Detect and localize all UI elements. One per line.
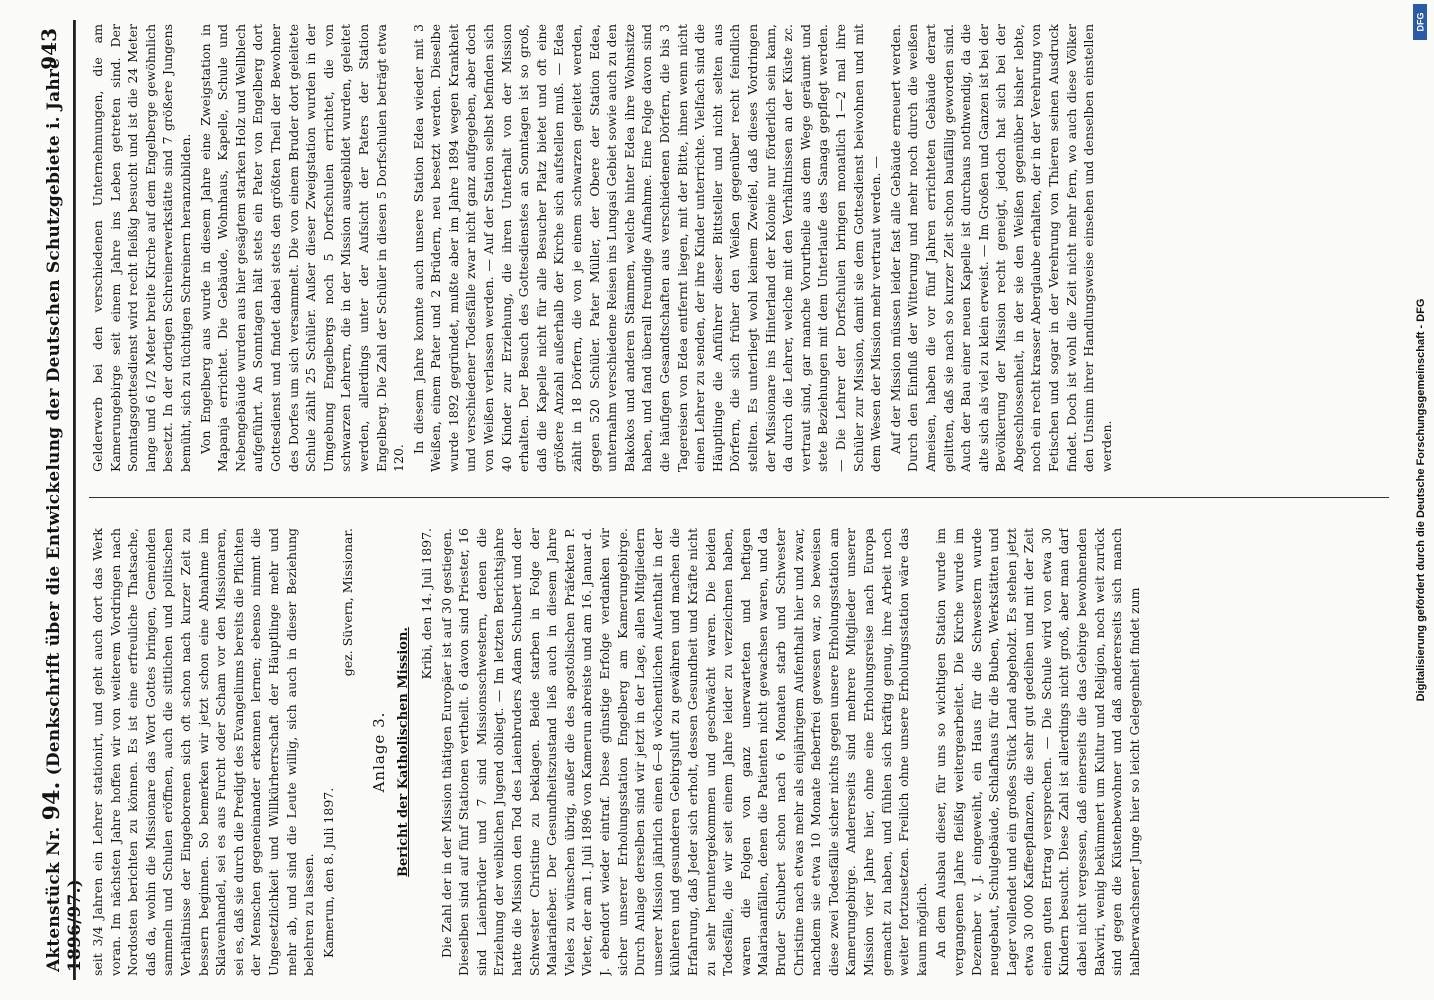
header-rule [75, 20, 76, 980]
dfg-logo-text: DFG [1415, 12, 1425, 32]
appendix-heading: Anlage 3. [369, 711, 388, 793]
paragraph: Die Zahl der in der Mission thätigen Europäer ist auf 30 gestiegen. Dieselben sind auf fünf Stationen vertheilt. 6 davon sind Priester, 16 sind Laienbrüder und 7 sind Missionsschwestern, denen die Erziehung der weiblichen Jugend obliegt. — Im letzten Berichtsjahre hatte die Mission den Tod des Laienbruders Adam Schubert und der Schwester Christine zu beklagen. Beide starben in Folge der Malariafieber. Der Gesundheitszustand ließ auch in diesem Jahre Vieles zu wünschen übrig, außer die des apostolischen Präfekten P. Vieter, der am 1. Juli 1896 von Kamerun abreiste und am 16. Januar d. J. ebendort wieder eintraf. Diese günstige Erfolge verdanken wir sicher unserer Erholungsstation Engelberg am Kamerungebirge. Durch Anlage derselben sind wir jetzt in der Lage, allen Mitgliedern unserer Mission jährlich einen 6—8 wöchentlichen Aufenthalt in der kühleren und gesunderen Gebirgsluft zu gewähren und machen die Erfahrung, daß Jeder sich erholt, dessen Gesundheit und Kräfte nicht zu sehr heruntergekommen und geschwächt waren. Die beiden Todesfälle, die wir seit einem Jahre leider zu verzeichnen haben, waren die Folgen von ganz unerwarteten und heftigen Malariaanfällen, denen die Patienten nicht gewachsen waren, und da Bruder Schubert schon nach 6 Monaten starb und Schwester Christine nach etwas mehr als einjährigem Aufenthalt hier und zwar, nachdem sie etwa 10 Monate fieberfrei gewesen war, so beweisen diese zwei Todesfälle sicher nichts gegen unsere Erholungsstation am Kamerungebirge. Andererseits sind mehrere Mitglieder unserer Mission vier Jahre hier, ohne eine Erholungsreise nach Europa gemacht zu haben, und fühlen sich kräftig genug, ihre Arbeit noch weiter fortzusetzen. Freilich ohne unsere Erholungsstation wäre das kaum möglich. [438, 528, 929, 976]
report-place-date: Kribi, den 14. Juli 1897. [419, 528, 435, 680]
rotated-document [17, 20, 1417, 980]
credit-text: Digitalisierung gefördert durch die Deutsche Forschungsgemeinschaft - DFG [1415, 298, 1427, 702]
header-title [39, 20, 85, 972]
report-title: Bericht der Katholischen Mission. [395, 627, 411, 877]
paragraph: seit 3/4 Jahren ein Lehrer stationirt, und geht auch dort das Werk voran. Im nächsten Jahre hoffen wir von weiterem Vordringen nach Nordosten berichten zu können. Es ist eine erfreuliche Thatsache, daß da, wohin die Missionare das Wort Gottes bringen, Gemeinden sammeln und Schulen eröffnen, auch die sittlichen und politischen Verhältnisse der Eingeborenen sich oft schon nach kurzer Zeit zu bessern beginnen. So bemerken wir jetzt schon eine Abnahme im Sklavenhandel, sei es aus Furcht oder Scham vor den Missionaren, sei es, daß sie durch die Predigt des Evangeliums bereits die Pflichten der Menschen gegeneinander erkennen lernen; ebenso nimmt die Ungesetzlichkeit und Willkürherrschaft der Häuptlinge mehr und mehr ab, und sind die Leute willig, sich auch in dieser Beziehung belehren zu lassen. [90, 528, 317, 976]
paragraph: An dem Ausbau dieser, für uns so wichtigen Station wurde im vergangenen Jahre fleißig weitergearbeitet. Die Kirche wurde im Dezember v. J. eingeweiht, ein Haus für die Schwestern wurde neugebaut, Schulgebäude, Schlafhaus für die Buben, Werkstätten und Lager vollendet und ein großes Stück Land abgeholzt. Es stehen jetzt etwa 30 000 Kaffeepflanzen, die sehr gut gedeihen und mit der Zeit einen guten Ertrag versprechen. — Die Schule wird von etwa 30 Kindern besucht. Diese Zahl ist allerdings nicht groß, aber man darf dabei nicht vergessen, daß einerseits die das Gebirge bewohnenden Bakwiri, wenig bekümmert um Kultur und Religion, noch weit zurück sind gegen die Küstenbewohner und daß andererseits sich manch halberwachsener Junge hier so leicht Gelegenheit findet zum [933, 528, 1142, 976]
header-number: 94. [39, 781, 65, 821]
paragraph: Gelderwerb bei den verschiedenen Unternehmungen, die am Kamerungebirge seit einem Jahre ins Leben getreten sind. Der Sonntagsgottesdienst wird recht fleißig besucht und ist die 24 Meter lange und 6 1/2 Meter breite Kirche auf dem Engelberge gewöhnlich besetzt. In der dortigen Schreinerwerkstätte sind 7 größere Jungens bemüht, sich zu tüchtigen Schreinern heranzubilden. [90, 24, 193, 472]
page-number: 943 [37, 28, 61, 70]
letter-date: Kamerun, den 8. Juli 1897. [320, 787, 336, 958]
page-header [29, 20, 85, 980]
digitization-credit [1410, 10, 1432, 990]
left-column [89, 528, 1399, 976]
paragraph: Von Engelberg aus wurde in diesem Jahre eine Zweigstation in Mapanja errichtet. Die Gebäude, Wohnhaus, Kapelle, Schule und Nebengebäude wurden aus hier gesägtem starken Holz und Wellblech aufgeführt. An Sonntagen hält stets ein Pater von Engelberg dort Gottesdienst und findet dabei stets den größten Theil der Bewohner des Dorfes um sich versammelt. Die von einem Bruder dort geleitete Schule zählt 25 Schüler. Außer dieser Zweigstation wurden in der Umgebung Engelbergs noch 5 Dorfschulen errichtet, die von schwarzen Lehrern, die in der Mission ausgebildet wurden, geleitet werden, allerdings unter der Aufsicht der Paters der Station Engelberg. Die Zahl der Schüler in diesen 5 Dorfschulen beträgt etwa 120. [197, 24, 407, 472]
header-subtitle: (Denkschrift über die Entwickelung der Deutschen Schutzgebiete i. Jahre 1896/97.) [44, 57, 85, 972]
header-prefix: Aktenstück Nr. [44, 826, 64, 972]
paragraph: Auf der Mission müssen leider fast alle Gebäude erneuert werden. Durch den Einfluß der Witterung und mehr noch durch die weißen Ameisen, haben die vor fünf Jahren errichteten Gebäude derart gelitten, daß sie nach so kurzer Zeit schon baufällig geworden sind. Auch der Bau einer neuen Kapelle ist durchaus nothwendig, da die alte sich als viel zu klein erweist. — Im Großen und Ganzen ist bei der Bevölkerung der Mission recht geneigt, jedoch hat sich bei der Abgeschlossenheit, in der sie den Weißen gegenüber bisher lebte, noch ein recht krasser Aberglaube erhalten, der in der Verehrung von Fetischen und sogar in der Verehrung von Thieren seinen Ausdruck findet. Doch ist wohl die Zeit nicht mehr fern, wo auch diese Völker den Unsinn ihrer Handlungsweise einsehen und denselben einstellen werden. [887, 24, 1114, 472]
paragraph: In diesem Jahre konnte auch unsere Station Edea wieder mit 3 Weißen, einem Pater und 2 Brüdern, neu besetzt werden. Dieselbe wurde 1892 gegründet, mußte aber im Jahre 1894 wegen Krankheit und verschiedener Todesfälle zwar nicht ganz aufgegeben, aber doch von Weißen verlassen werden. — Auf der Station selbst befinden sich 40 Kinder zur Erziehung, die ihren Unterhalt von der Mission erhalten. Der Besuch des Gottesdienstes an Sonntagen ist so groß, daß die Kapelle nicht für alle Besucher Platz bietet und oft eine größere Anzahl außerhalb der Kirche sich aufstellen muß. — Edea zählt in 18 Dörfern, die von je einem schwarzen geleitet werden, gegen 520 Schüler. Pater Müller, der Obere der Station Edea, unternahm verschiedene Reisen ins Lungasi Gebiet sowie auch zu den Bakokos und anderen Stämmen, welche hinter Edea ihre Wohnsitze haben, und fand überall freundige Aufnahme. Eine Folge davon sind die häufigen Gesandtschaften aus verschiedenen Dörfern, die bis 3 Tagereisen von Edea entfernt liegen, mit der Bitte, ihnen wenn nicht einen Lehrer zu senden, der ihre Kinder unterrichte. Vielfach sind die Häuptlinge die Anführer dieser Bittsteller und nicht selten aus Dörfern, die sich früher den Weißen gegenüber recht feindlich stellten. Es unterliegt wohl keinem Zweifel, daß dieses Vordringen der Missionare ins Hinterland der Kolonie nur förderlich sein kann, da durch die Lehrer, welche mit den Verhältnissen an der Küste zc. vertraut sind, gar manche Vorurtheile aus dem Wege geräumt und stete Beziehungen mit dem Unterlaufe des Sanaga gepflegt werden. — Die Lehrer der Dorfschulen bringen monatlich 1—2 mal ihre Schüler zur Mission, damit sie dem Gottesdienst beiwohnen und mit dem Wesen der Mission mehr vertraut werden. — [410, 24, 884, 472]
right-column [89, 24, 1399, 472]
signature: gez. Süvern, Missionar. [340, 528, 356, 677]
column-divider [89, 497, 1389, 498]
